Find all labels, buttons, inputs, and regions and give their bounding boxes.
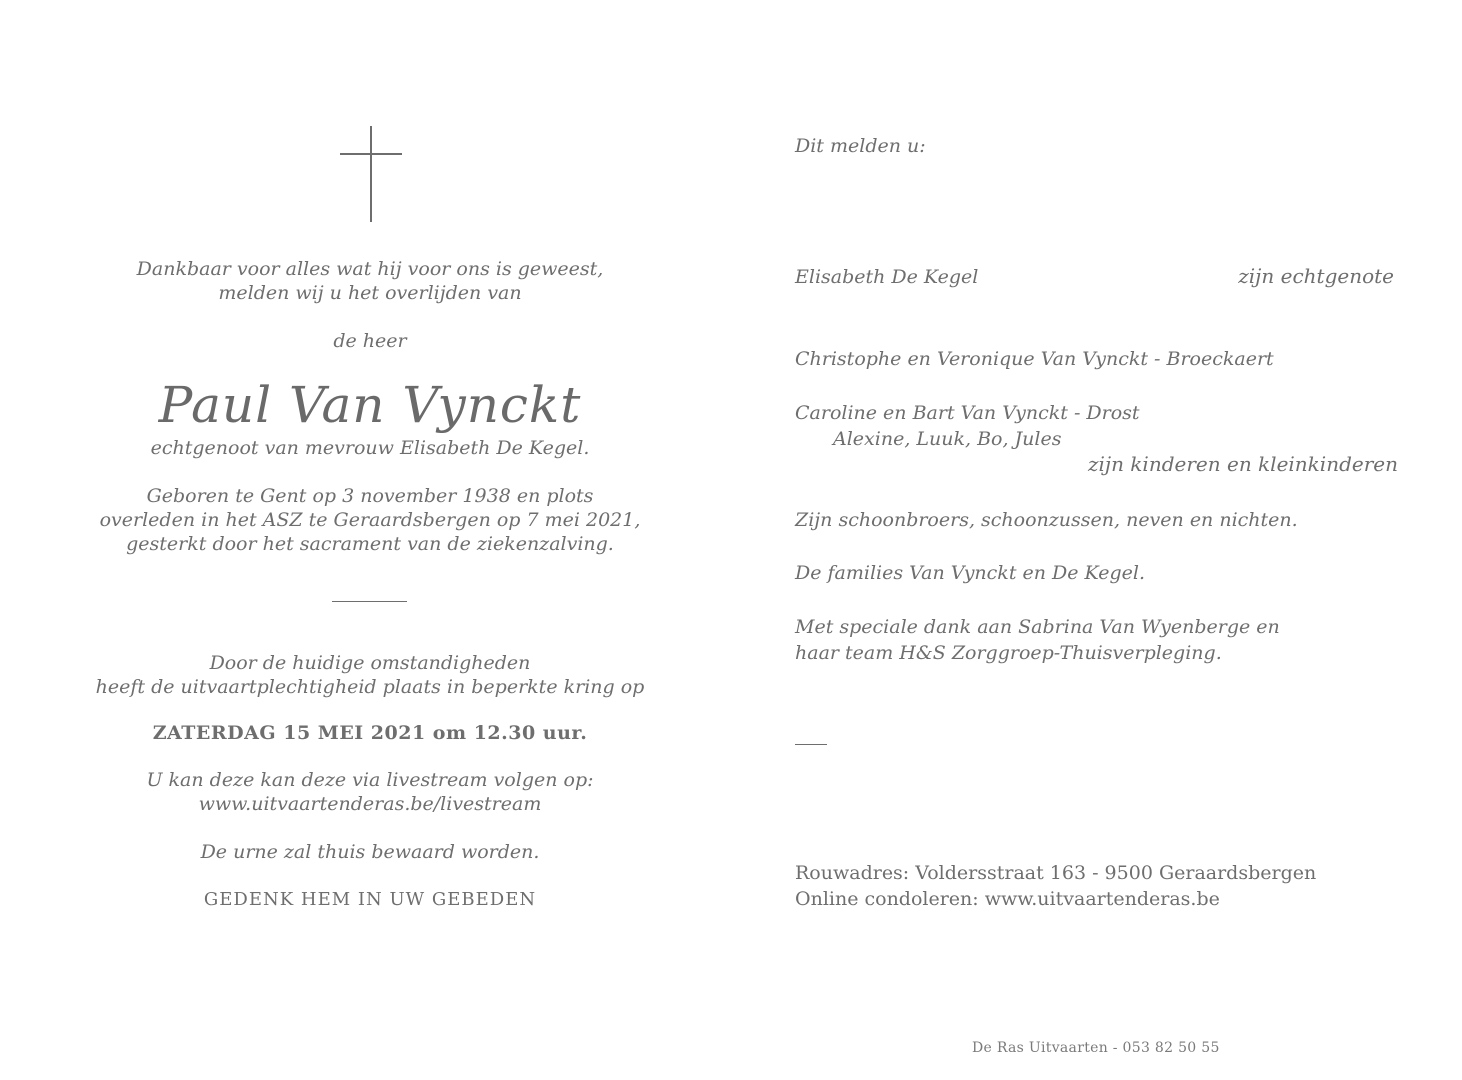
mourning-address: Rouwadres: Voldersstraat 163 - 9500 Geraardsbergen (795, 862, 1317, 884)
intro-line-2: melden wij u het overlijden van (218, 282, 522, 304)
birth-line-2: overleden in het ASZ te Geraardsbergen op 7 mei 2021, (99, 509, 641, 531)
child-1: Christophe en Veronique Van Vynckt - Broeckaert (795, 348, 1274, 370)
title-text: de heer (333, 330, 407, 352)
thanks-line-2: haar team H&S Zorggroep-Thuisverpleging. (795, 642, 1222, 664)
prayer-text: GEDENK HEM IN UW GEBEDEN (203, 889, 537, 910)
intro-line-1: Dankbaar voor alles wat hij voor ons is geweest, (136, 258, 604, 280)
families: De families Van Vynckt en De Kegel. (795, 562, 1145, 584)
birth-line-1: Geboren te Gent op 3 november 1938 en plots (146, 485, 594, 507)
livestream-line-1: U kan deze kan deze via livestream volgen op: (146, 769, 594, 791)
spouse-role: zijn echtgenote (1238, 264, 1394, 288)
ceremony-date: ZATERDAG 15 MEI 2021 om 12.30 uur. (152, 722, 588, 744)
spouse-name: Elisabeth De Kegel (795, 266, 979, 288)
short-divider (795, 744, 827, 745)
grandchildren: Alexine, Luuk, Bo, Jules (833, 428, 1062, 450)
relatives: Zijn schoonbroers, schoonzussen, neven en nichten. (795, 509, 1298, 531)
funeral-home-footer: De Ras Uitvaarten - 053 82 50 55 (972, 1040, 1220, 1056)
spouse-line: echtgenoot van mevrouw Elisabeth De Kegel. (150, 437, 590, 459)
children-role: zijn kinderen en kleinkinderen (1087, 452, 1398, 476)
livestream-text (60, 768, 680, 816)
livestream-url: www.uitvaartenderas.be/livestream (198, 793, 542, 815)
intro-text (60, 257, 680, 305)
birth-line-3: gesterkt door het sacrament van de ziekenzalving. (126, 533, 614, 555)
ceremony-line-2: heeft de uitvaartplechtigheid plaats in beperkte kring op (95, 676, 645, 698)
child-2: Caroline en Bart Van Vynckt - Drost (795, 402, 1140, 424)
divider (332, 601, 407, 602)
cross-icon (340, 126, 402, 222)
thanks-line-1: Met speciale dank aan Sabrina Van Wyenberge en (795, 616, 1280, 638)
urn-text: De urne zal thuis bewaard worden. (200, 841, 540, 863)
announcement-header: Dit melden u: (795, 135, 926, 157)
birth-death-text (60, 484, 680, 556)
ceremony-line-1: Door de huidige omstandigheden (209, 652, 531, 674)
ceremony-text (60, 651, 680, 699)
online-condolence: Online condoleren: www.uitvaartenderas.be (795, 888, 1220, 910)
deceased-name: Paul Van Vynckt (158, 376, 582, 434)
